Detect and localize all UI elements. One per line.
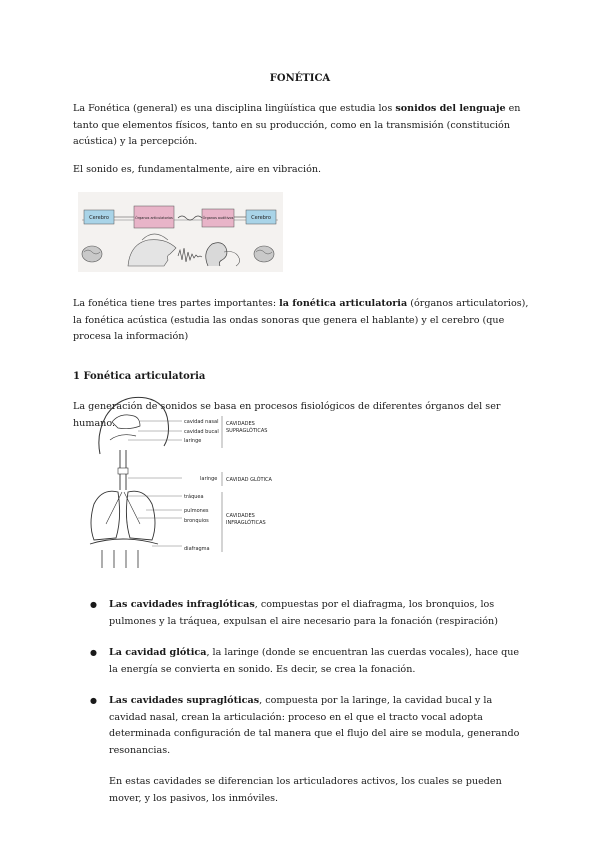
brain-icon-2 [254, 246, 274, 262]
sound-sentence: El sonido es, fundamentalmente, aire en vibración. [73, 164, 322, 175]
section-heading: 1 Fonética articulatoria [73, 371, 206, 382]
label-cavidad-bucal: cavidad bucal [184, 429, 219, 435]
brain-icon [82, 246, 102, 262]
parts-paragraph: La fonética tiene tres partes importantes: la fonética articulatoria (órganos articulatorios), la fonética acústica (estudia las ondas sonoras que genera el hablante) y el cerebro (que procesa la información) [73, 298, 529, 342]
label-laringe-upper: laringe [184, 438, 202, 444]
head-outline-icon [99, 397, 169, 454]
group-infra-2: INFRAGLÓTICAS [226, 520, 266, 526]
group-supra-2: SUPRAGLÓTICAS [226, 428, 268, 434]
label-bronquios: bronquios [184, 518, 209, 524]
chain-box-label-1: Cerebro [89, 215, 109, 221]
anatomy-figure [82, 392, 292, 570]
bullet-term: Las cavidades supraglóticas [109, 695, 260, 706]
lungs-icon [91, 491, 155, 540]
label-traquea: tráquea [184, 494, 204, 500]
parts-bold-term: la fonética articulatoria [279, 298, 408, 309]
intro-paragraph: La Fonética (general) es una disciplina lingüística que estudia los sonidos del lenguaje en tanto que elementos físicos, tanto en su producción, como en la transmisión (constitución acústica) y la percepción. [73, 103, 521, 147]
group-supra-1: CAVIDADES [226, 421, 255, 427]
group-glotica: CAVIDAD GLÓTICA [226, 477, 272, 483]
list-item: ● Las cavidades supraglóticas, compuesta por la laringe, la cavidad bucal y la cavidad nasal, crean la articulación: proceso en el que el tracto vocal adopta determinada configuración de tal manera que el flujo del aire se modula, generando resonancias. En estas cavidades se diferencian los articuladores activos, los cuales se pueden mover, y los pasivos, los inmóviles. [90, 693, 530, 807]
chain-box-label-3: Órganos auditivos [202, 216, 234, 220]
generation-sentence: La generación de sonidos se basa en procesos fisiológicos de diferentes órganos del ser humano. [73, 401, 501, 429]
bullet-term: Las cavidades infraglóticas [109, 599, 255, 610]
speech-chain-figure [78, 192, 283, 272]
list-item: ● Las cavidades infraglóticas, compuestas por el diafragma, los bronquios, los pulmones y la tráquea, expulsan el aire necesario para la fonación (respiración) [90, 597, 530, 630]
page-title: FONÉTICA [269, 73, 331, 84]
chain-box-label-4: Cerebro [251, 215, 271, 221]
list-item: ● La cavidad glótica, la laringe (donde se encuentran las cuerdas vocales), hace que la energía se convierta en sonido. Es decir, se crea la fonación. [90, 645, 530, 678]
bullet-subparagraph: En estas cavidades se diferencian los articuladores activos, los cuales se pueden mover, y los pasivos, los inmóviles. [109, 776, 502, 804]
intro-bold-term: sonidos del lenguaje [395, 103, 506, 114]
label-laringe: laringe [200, 476, 218, 482]
label-cavidad-nasal: cavidad nasal [184, 419, 219, 425]
chain-box-label-2: Órganos articulatorios [135, 216, 173, 220]
label-pulmones: pulmones [184, 508, 209, 514]
label-diafragma: diafragma [184, 546, 210, 552]
group-infra-1: CAVIDADES [226, 513, 255, 519]
cavities-list [90, 597, 530, 822]
bullet-term: La cavidad glótica [109, 647, 207, 658]
